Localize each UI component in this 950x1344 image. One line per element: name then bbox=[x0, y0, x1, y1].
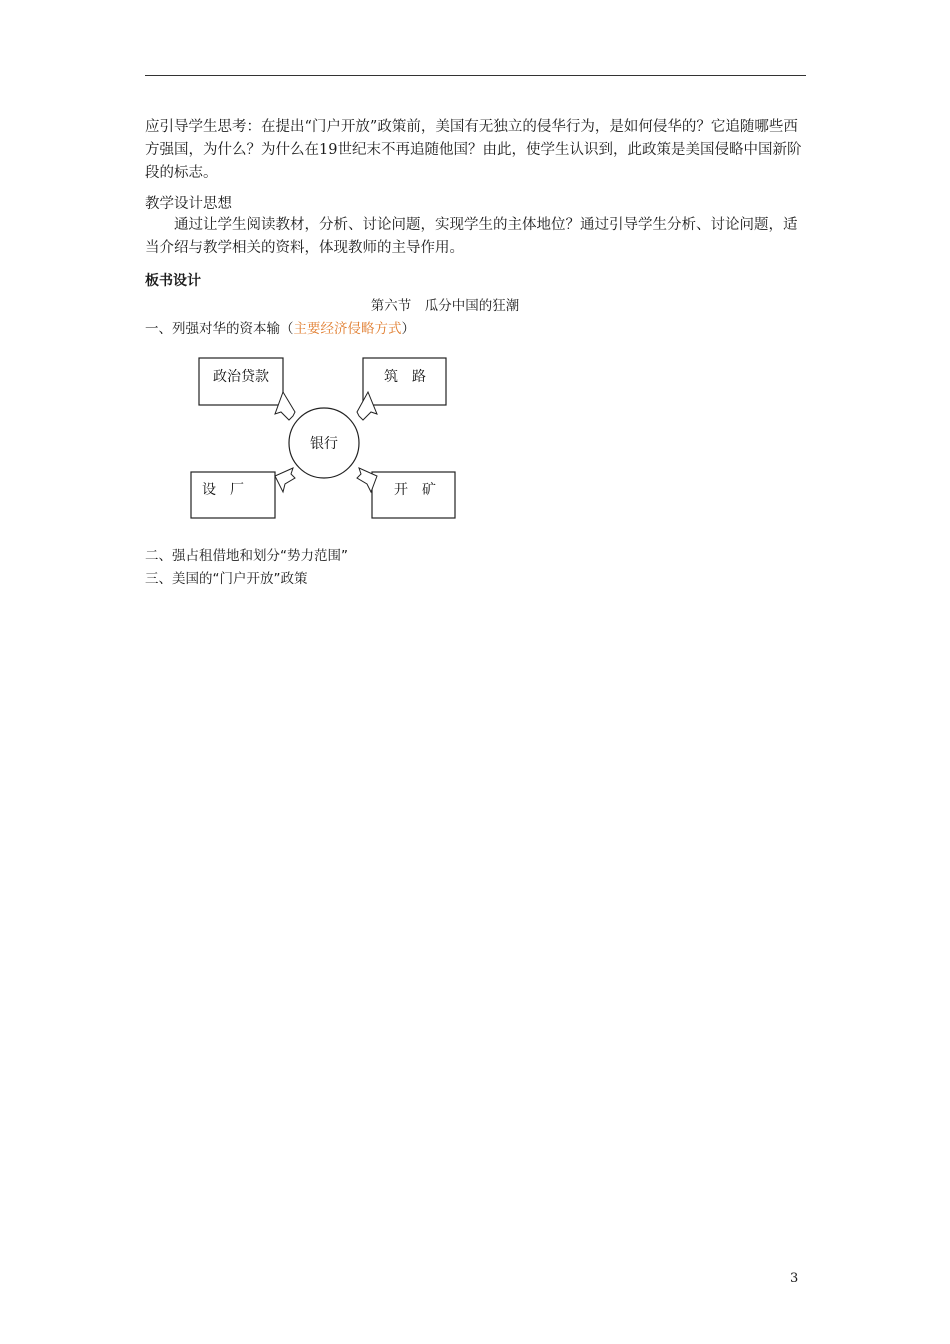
label-bottom-left: 设 厂 bbox=[202, 482, 244, 498]
outline-point-1 bbox=[145, 317, 415, 337]
point1-open: （ bbox=[280, 321, 294, 337]
paragraph-thinking: 应引导学生思考：在提出“门户开放”政策前，美国有无独立的侵华行为，是如何侵华的？它追随哪些西方强国，为什么？为什么在19世纪末不再追随他国？由此，使学生认识到，此政策是美国侵略中国新阶段的标志。 bbox=[145, 119, 802, 181]
design-heading: 教学设计思想 bbox=[145, 196, 232, 212]
outline-point-3: 三、美国的“门户开放”政策 bbox=[145, 571, 308, 587]
point1-note: 主要经济侵略方式 bbox=[293, 321, 402, 337]
board-title: 板书设计 bbox=[145, 273, 201, 289]
point1-close: ） bbox=[401, 321, 415, 337]
point1-main: 一、列强对华的资本输 bbox=[145, 321, 280, 337]
page-number: 3 bbox=[790, 1271, 799, 1286]
label-top-right: 筑 路 bbox=[384, 369, 426, 385]
label-center: 银行 bbox=[310, 436, 338, 452]
capital-export-diagram bbox=[185, 350, 475, 525]
paragraph-design: 通过让学生阅读教材，分析、讨论问题，实现学生的主体地位？通过引导学生分析、讨论问题，适当介绍与教学相关的资料，体现教师的主导作用。 bbox=[145, 217, 798, 256]
outline-point-2: 二、强占租借地和划分“势力范围” bbox=[145, 548, 348, 564]
arrow-bottom-left bbox=[275, 468, 295, 492]
header-rule bbox=[145, 75, 806, 76]
label-bottom-right: 开 矿 bbox=[394, 482, 436, 498]
section-title: 第六节 瓜分中国的狂潮 bbox=[370, 298, 520, 314]
arrow-top-right bbox=[357, 392, 377, 420]
arrow-top-left bbox=[275, 392, 295, 420]
label-top-left: 政治贷款 bbox=[213, 369, 269, 385]
